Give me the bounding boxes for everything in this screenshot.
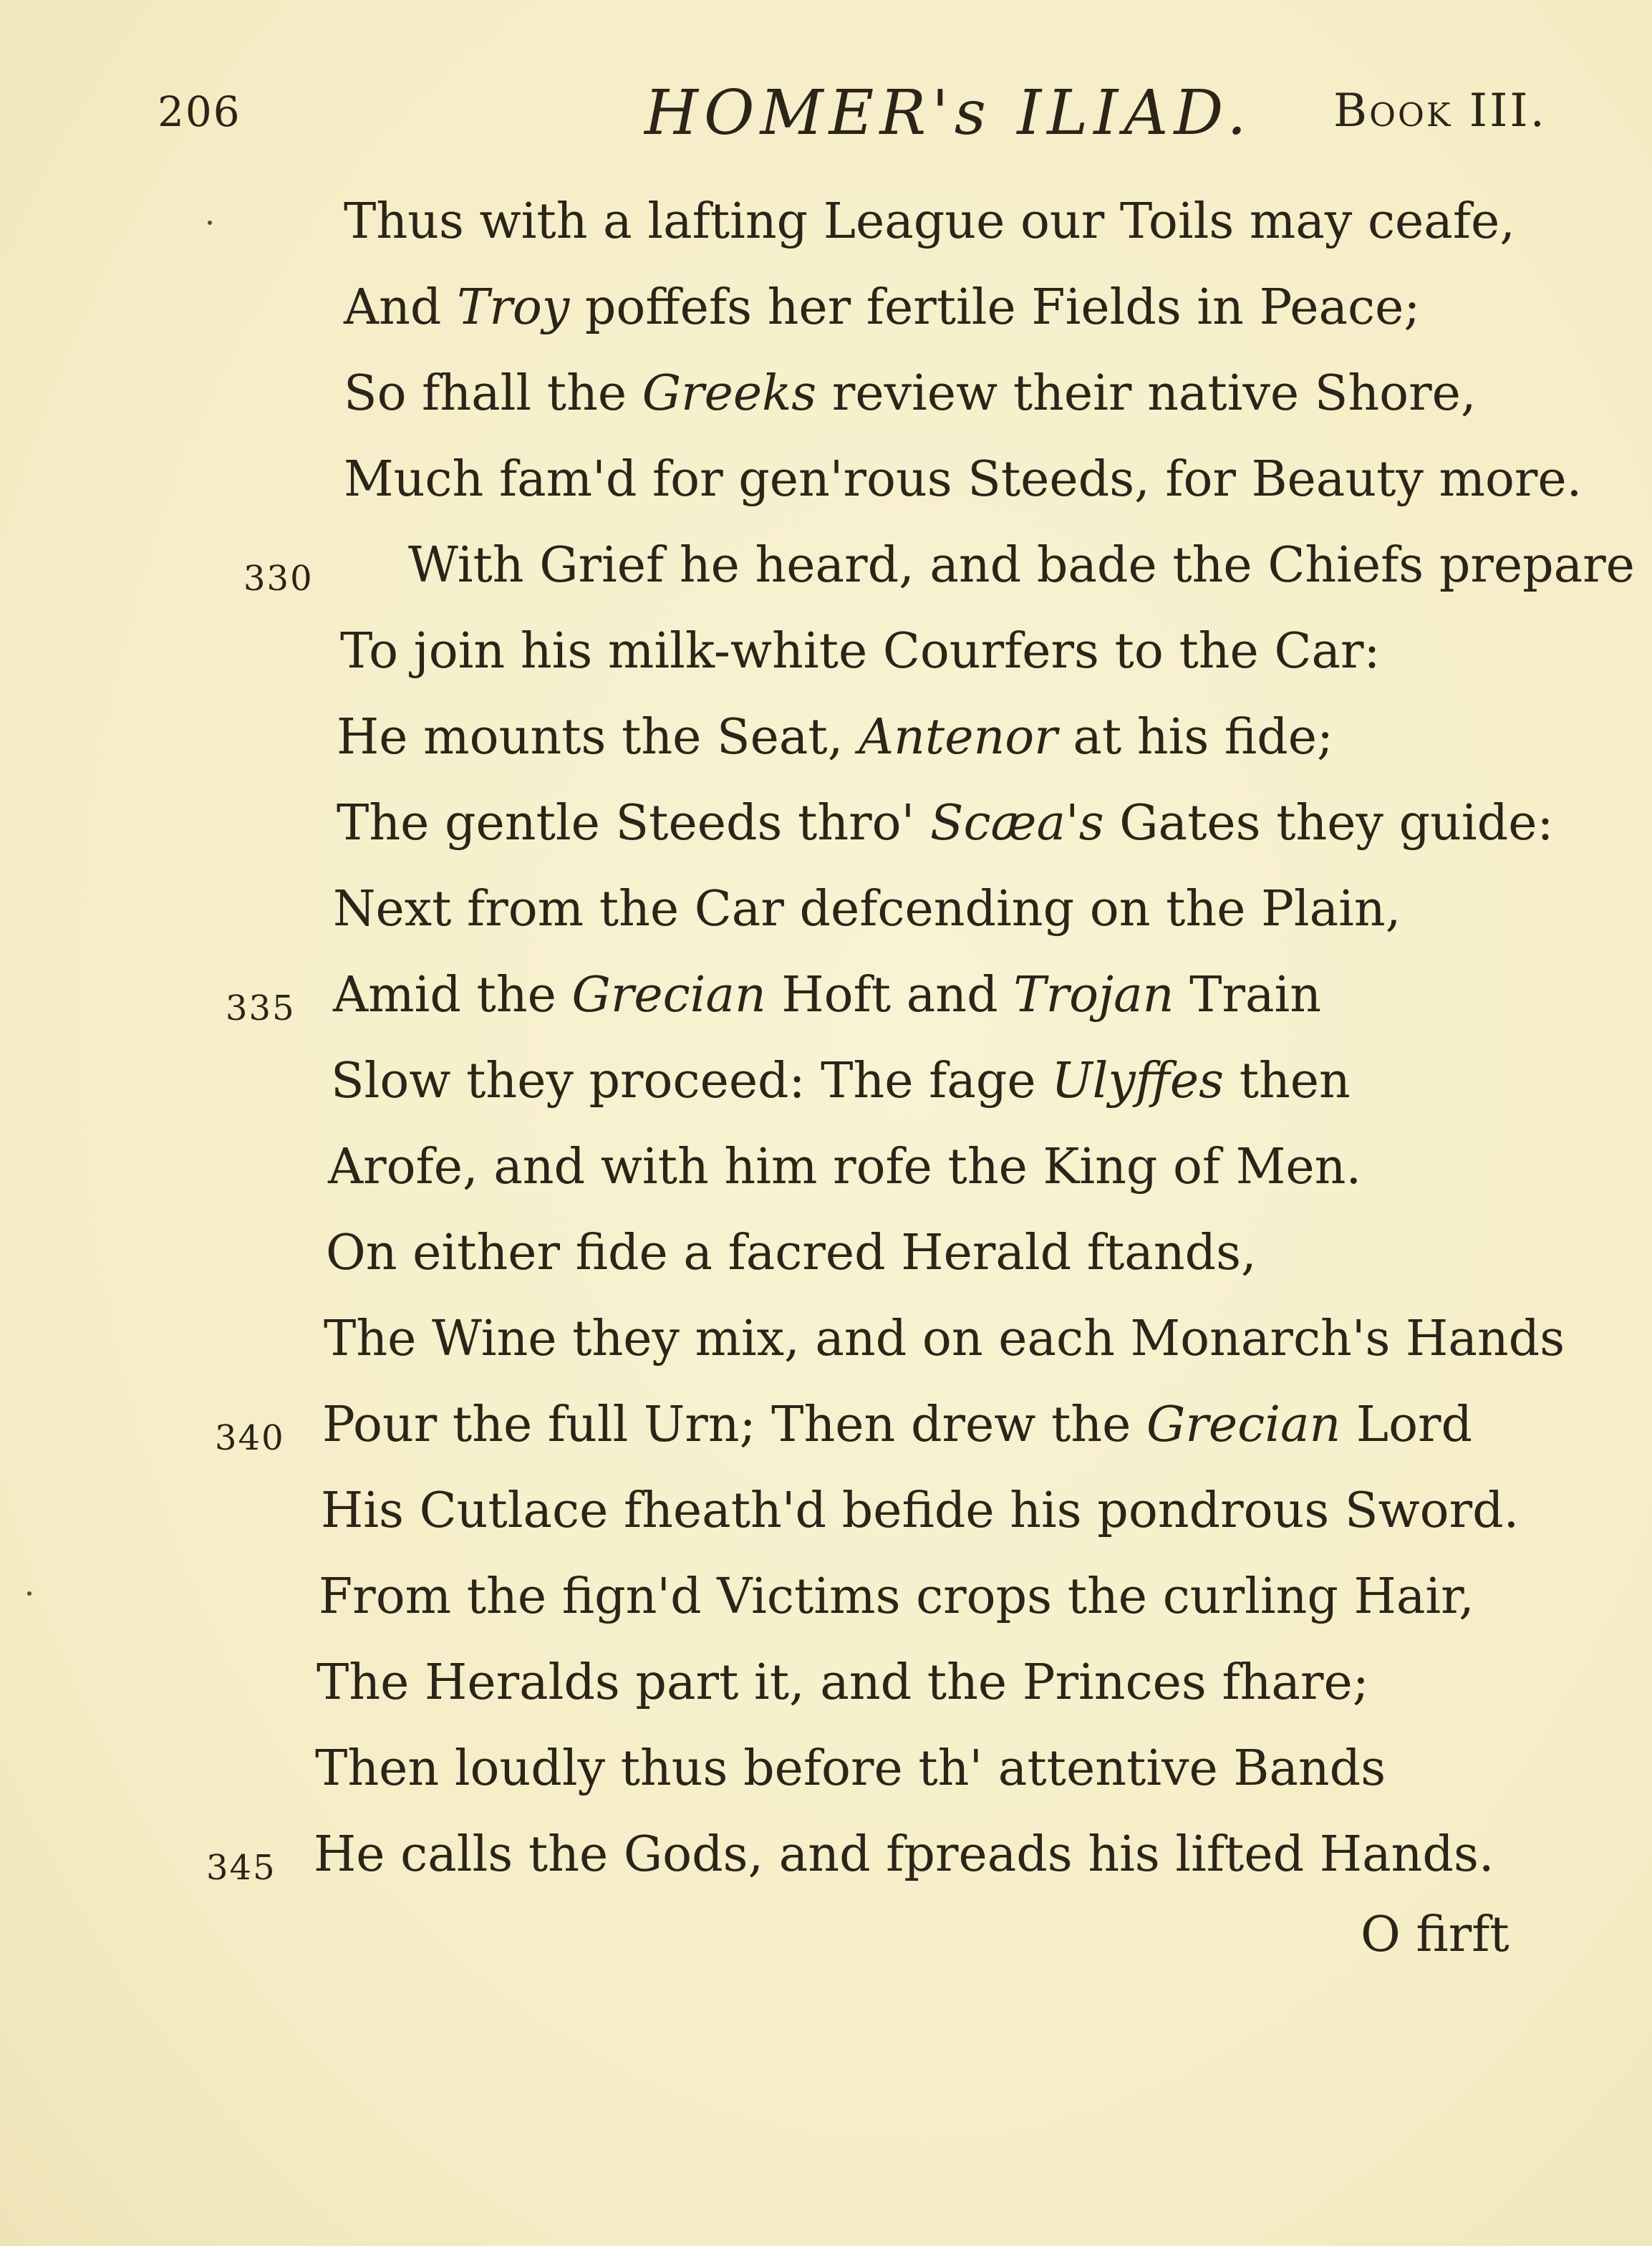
verse-text: To join his milk-white Courfers to the Car: <box>340 623 1381 680</box>
verse-text: He mounts the Seat, Antenor at his fide; <box>337 709 1333 766</box>
verse-text: The Heralds part it, and the Princes fhare; <box>317 1654 1369 1711</box>
line-number: 335 <box>226 988 296 1028</box>
line-number: 345 <box>206 1848 276 1888</box>
page-number: 206 <box>158 87 241 136</box>
verse-line <box>337 703 1575 789</box>
verse-text: With Grief he heard, and bade the Chiefs prepare <box>408 537 1635 594</box>
proper-name: Scæa's <box>929 795 1104 852</box>
proper-name: Antenor <box>858 709 1058 766</box>
ink-speck <box>208 221 212 225</box>
verse-line <box>215 1391 1575 1477</box>
verse-text: Then loudly thus before th' attentive Bands <box>315 1740 1386 1797</box>
page-header <box>158 77 1547 149</box>
verse-text: Arofe, and with him rofe the King of Men. <box>328 1139 1362 1195</box>
verse-text: Much fam'd for gen'rous Steeds, for Beauty more. <box>344 451 1583 508</box>
proper-name: Greeks <box>642 365 817 422</box>
verse-block <box>206 188 1635 1907</box>
ink-speck <box>27 1591 32 1596</box>
verse-text: And Troy poffefs her fertile Fields in Peace; <box>344 279 1421 336</box>
verse-text: Pour the full Urn; Then drew the Grecian Lord <box>322 1397 1473 1453</box>
verse-line <box>337 789 1575 875</box>
verse-line <box>317 1649 1575 1735</box>
line-number: 330 <box>243 559 314 599</box>
verse-text: Thus with a lafting League our Toils may ceafe, <box>344 193 1515 250</box>
verse-text: So fhall the Greeks review their native Shore, <box>344 365 1477 422</box>
line-number: 340 <box>215 1418 285 1458</box>
proper-name: Troy <box>457 279 570 336</box>
verse-line <box>243 531 1635 617</box>
verse-text: He calls the Gods, and fpreads his lifted Hands. <box>314 1826 1494 1883</box>
verse-text: The Wine they mix, and on each Monarch's Hands <box>324 1311 1565 1367</box>
verse-text: Slow they proceed: The fage Ulyffes then <box>331 1053 1351 1109</box>
proper-name: Grecian <box>1146 1397 1341 1453</box>
verse-line <box>331 1047 1575 1133</box>
verse-line <box>321 1477 1575 1563</box>
verse-text: His Cutlace fheath'd befide his pondrous Sword. <box>321 1483 1520 1539</box>
verse-line <box>326 1219 1575 1305</box>
verse-line <box>324 1305 1575 1391</box>
verse-line <box>344 445 1583 531</box>
verse-line <box>344 188 1575 274</box>
verse-line <box>344 274 1575 360</box>
verse-line <box>315 1735 1575 1821</box>
verse-text: On either fide a facred Herald ftands, <box>326 1225 1257 1281</box>
book-reference: Book III. <box>1333 85 1547 138</box>
verse-text: Amid the Grecian Hoft and Trojan Train <box>333 967 1322 1023</box>
running-title: HOMER's ILIAD. <box>644 77 1252 149</box>
verse-text: Next from the Car defcending on the Plain, <box>333 881 1401 938</box>
proper-name: Trojan <box>1013 967 1174 1023</box>
verse-line <box>340 617 1575 703</box>
verse-line <box>333 875 1575 961</box>
proper-name: Grecian <box>571 967 766 1023</box>
proper-name: Ulyffes <box>1051 1053 1224 1109</box>
verse-text: The gentle Steeds thro' Scæa's Gates they guide: <box>337 795 1554 852</box>
verse-line <box>226 961 1575 1047</box>
verse-text: From the fign'd Victims crops the curling Hair, <box>319 1568 1474 1625</box>
verse-line <box>319 1563 1575 1649</box>
catchword: O firft <box>1361 1907 1509 1963</box>
verse-line <box>328 1133 1575 1219</box>
verse-line <box>206 1821 1575 1907</box>
verse-line <box>344 360 1575 445</box>
